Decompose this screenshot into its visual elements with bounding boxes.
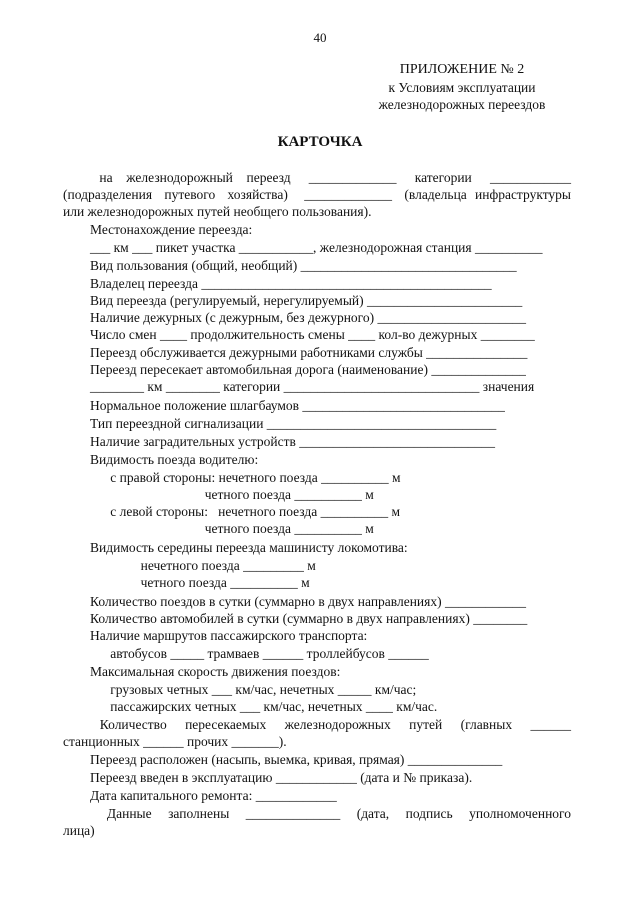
form-line-engineer-even: четного поезда __________ м	[63, 575, 310, 590]
form-line-crossing-owner: Владелец переезда ___________________________________________	[63, 276, 492, 291]
form-line-attendants: Наличие дежурных (с дежурным, без дежурного) ______________________	[63, 310, 526, 325]
appendix-title: ПРИЛОЖЕНИЕ № 2	[399, 62, 525, 77]
form-line-left-odd: с левой стороны: нечетного поезда __________ м	[63, 504, 401, 519]
form-line-road-name: Переезд пересекает автомобильная дорога (наименование) ______________	[63, 362, 526, 377]
form-line-station-tracks: станционных ______ прочих _______).	[63, 734, 287, 749]
form-line-driver-visibility: Видимость поезда водителю:	[63, 452, 259, 467]
appendix-subtitle-line1: к Условиям эксплуатации	[388, 80, 536, 95]
form-line-repair-date: Дата капитального ремонта: ____________	[63, 788, 337, 803]
appendix-subtitle-line2: железнодорожных переездов	[378, 97, 546, 112]
form-line-service: Переезд обслуживается дежурными работниками службы _______________	[63, 345, 528, 360]
form-line-transit-counts: автобусов _____ трамваев ______ троллейбусов ______	[63, 646, 429, 661]
form-line-person: лица)	[63, 823, 95, 838]
form-line-freight-speed: грузовых четных ___ км/час, нечетных _____ км/час;	[63, 682, 417, 697]
form-line-transit-routes: Наличие маршрутов пассажирского транспорта:	[63, 628, 368, 643]
form-line-cars-per-day: Количество автомобилей в сутки (суммарно в двух направлениях) ________	[63, 611, 528, 626]
form-line-location-heading: Местонахождение переезда:	[63, 222, 253, 237]
form-line-right-even: четного поезда __________ м	[63, 487, 374, 502]
form-line-left-even: четного поезда __________ м	[63, 521, 374, 536]
form-line-barrier-position: Нормальное положение шлагбаумов ______________________________	[63, 398, 505, 413]
form-line-owner-note: или железнодорожных путей необщего пользования).	[63, 204, 372, 219]
form-line-filled-by: Данные заполнены ______________ (дата, подпись уполномоченного	[63, 806, 571, 821]
form-line-location-km: ___ км ___ пикет участка ___________, железнодорожная станция __________	[63, 240, 543, 255]
form-line-crossing-type: Вид переезда (регулируемый, нерегулируемый) _______________________	[63, 293, 523, 308]
page-number: 40	[313, 30, 327, 45]
form-line-engineer-visibility: Видимость середины переезда машинисту локомотива:	[63, 540, 408, 555]
form-line-track-division: (подразделения путевого хозяйства) _____________ (владельца инфраструктуры	[63, 187, 571, 202]
form-line-signal-type: Тип переездной сигнализации __________________________________	[63, 416, 497, 431]
form-line-shifts: Число смен ____ продолжительность смены ____ кол-во дежурных ________	[63, 327, 535, 342]
card-title: КАРТОЧКА	[277, 134, 363, 150]
form-line-max-speed: Максимальная скорость движения поездов:	[63, 664, 341, 679]
form-line-usage-type: Вид пользования (общий, необщий) ________________________________	[63, 258, 517, 273]
form-line-road-category: ________ км ________ категории _____________________________ значения	[63, 379, 535, 394]
form-line-crossing-category: на железнодорожный переезд _____________ категории ____________	[63, 170, 571, 185]
form-line-commissioned: Переезд введен в эксплуатацию ____________ (дата и № приказа).	[63, 770, 473, 785]
form-line-passenger-speed: пассажирских четных ___ км/час, нечетных ____ км/час.	[63, 699, 438, 714]
form-line-crossing-location: Переезд расположен (насыпь, выемка, кривая, прямая) ______________	[63, 752, 503, 767]
form-line-track-count: Количество пересекаемых железнодорожных путей (главных ______	[63, 717, 571, 732]
form-line-barrier-devices: Наличие заградительных устройств _____________________________	[63, 434, 496, 449]
form-line-trains-per-day: Количество поездов в сутки (суммарно в двух направлениях) ____________	[63, 594, 526, 609]
form-line-right-odd: с правой стороны: нечетного поезда __________ м	[63, 470, 401, 485]
form-line-engineer-odd: нечетного поезда _________ м	[63, 558, 316, 573]
